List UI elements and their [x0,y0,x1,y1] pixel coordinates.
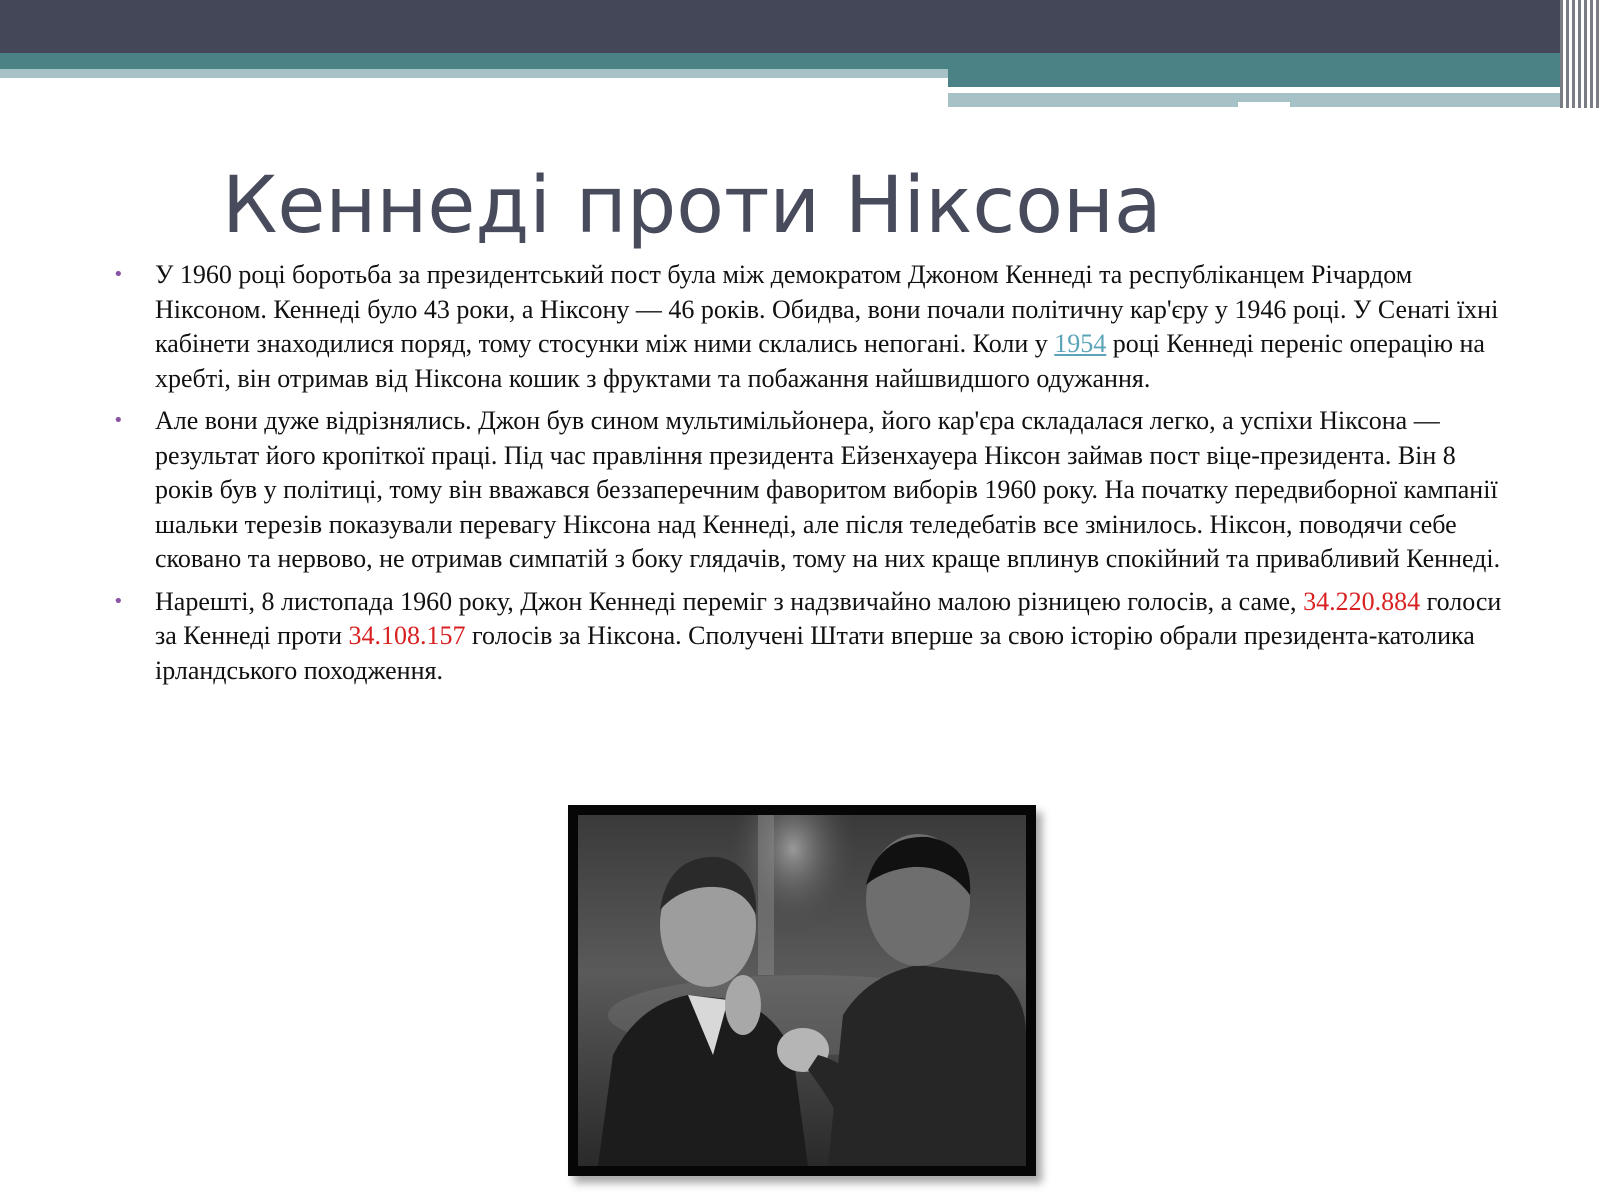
bullet-text: Але вони дуже відрізнялись. Джон був сином мультимільйонера, його кар'єра складалася легко, а успіхи Ніксона — результат його кропіткої праці. Під час правління президента Ейзенхауера Ніксон займав пост віце-президента. Він 8 років був у політиці, тому він вважався беззаперечним фаворитом виборів 1960 року. На початку передвиборної кампанії шальки терезів показували перевагу Ніксона над Кеннеді, але після теледебатів все змінилось. Ніксон, поводячи себе сковано та нервово, не отримав симпатій з боку глядачів, тому на них краще вплинув спокійний та привабливий Кеннеді. [155,406,1501,573]
header-band-dark [0,0,1600,53]
bullet-item-3 [110,585,1510,689]
year-link[interactable]: 1954 [1054,329,1107,358]
bullet-item-1 [110,258,1510,396]
bullet-text: голосів за Ніксона. Сполучені Штати вперше за свою історію обрали президента-католика ірландського походження. [155,621,1475,685]
header-band-teal [0,53,1600,69]
bullet-dot-icon: • [113,264,124,285]
header-band-light [0,69,948,78]
header-band-right-lower-2 [1238,93,1600,102]
slide-title: Кеннеді проти Ніксона [222,161,1162,251]
bullet-list [110,258,1510,696]
bullet-dot-icon: • [113,590,124,612]
bullet-dot-icon: • [113,410,124,431]
bullet-text: У 1960 році боротьба за президентський пост була між демократом Джоном Кеннеді та республіканцем Річардом Ніксоном. Кеннеді було 43 роки, а Ніксону — 46 років. Обидва, вони почали політичну кар'єру у 1946 році. У Сенаті їхні кабінети знаходилися поряд, тому стосунки між ними склались непогані. Коли у [155,260,1499,358]
bullet-item-2 [110,404,1510,577]
photo-frame [568,805,1036,1176]
kennedy-vote-count: 34.220.884 [1303,586,1421,616]
photo-illustration [578,815,1026,1166]
bullet-text: Нарешті, 8 листопада 1960 року, Джон Кеннеді переміг з надзвичайно малою різницею голосів, а саме, [155,586,1304,616]
nixon-vote-count: 34.108.157 [348,621,466,650]
bullet-text: році Кеннеді переніс операцію на хребті, він отримав від Ніксона кошик з фруктами та побажання найшвидшого одужання. [155,329,1485,393]
header-band-right [948,69,1600,87]
decorative-stripes [1560,0,1600,108]
header-band-right-lower [948,93,1238,107]
bullet-text: голоси за Кеннеді проти [155,586,1502,650]
kennedy-nixon-photo [578,815,1026,1166]
header-band-right-lower-3 [1290,102,1600,107]
